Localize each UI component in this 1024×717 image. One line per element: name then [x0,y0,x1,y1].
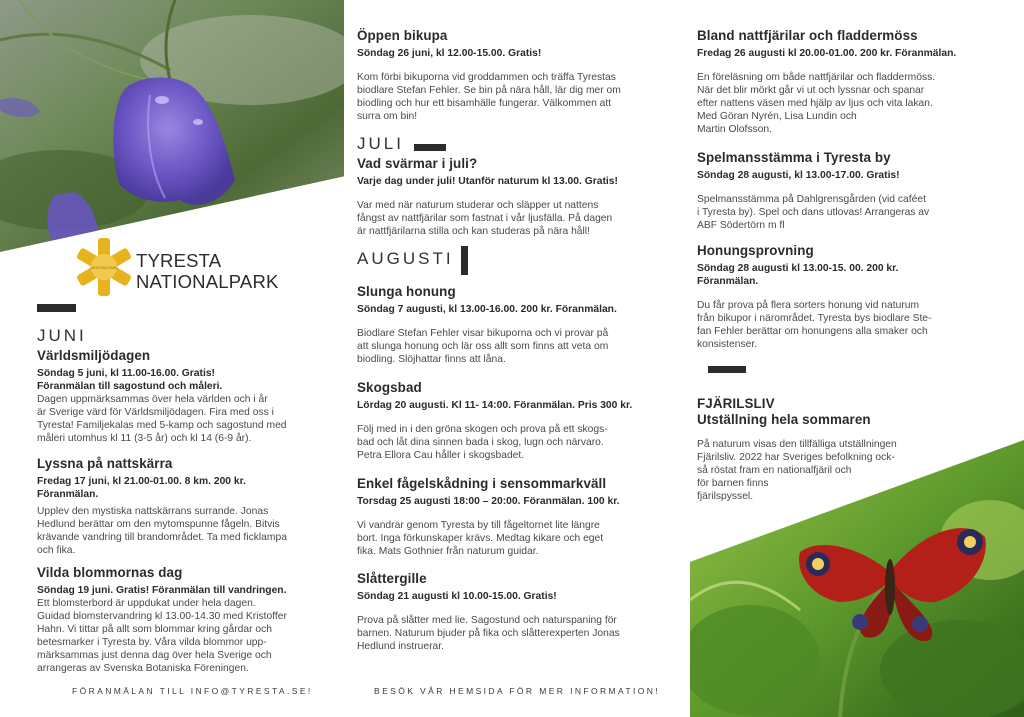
event-slattergille [357,571,677,653]
event-body: Spelmansstämma på Dahlgrensgården (vid caféet i Tyresta by). Spel och dans utlovas! Arrangeras av ABF Södertörn m fl [697,194,930,231]
event-title: Spelmansstämma i Tyresta by [697,150,891,165]
event-title: Lyssna på nattskärra [37,456,173,471]
footer-middle: BESÖK VÅR HEMSIDA FÖR MER INFORMATION! [374,686,661,696]
event-title: Slunga honung [357,284,456,299]
event-body: Biodlare Stefan Fehler visar bikuporna och vi provar på att slunga honung och lär oss allt som finns att veta om biodling. Slöjhattar finns att låna. [357,328,609,365]
juli-divider [414,144,446,151]
event-meta: Söndag 21 augusti kl 10.00-15.00. Gratis! [357,591,557,602]
event-fagel [357,476,677,558]
event-body: Dagen uppmärksammas över hela världen och i år är Sverige värd för Världsmiljödagen. Fira med oss i Tyresta! Familjekalas med 5-kamp och sagostund med måleri utomhus kl 11 (3-5 år) och kl 14 (6-9 år). [37,394,287,444]
bellflower-photo [0,0,344,252]
event-meta: Torsdag 25 augusti 18:00 – 20:00. Föranmälan. 100 kr. [357,496,620,507]
footer-left: FÖRANMÄLAN TILL INFO@TYRESTA.SE! [72,686,313,696]
event-title: Vilda blommornas dag [37,565,183,580]
event-meta: Söndag 7 augusti, kl 13.00-16.00. 200 kr. Föranmälan. [357,304,617,315]
juni-divider [37,304,76,312]
event-body: Kom förbi bikuporna vid groddammen och träffa Tyrestas biodlare Stefan Fehler. Se bin på nära håll, lär dig mer om biodling och hur ett bisamhälle fungerar. Välkommen att surra om bin! [357,72,621,122]
month-juni: JUNI [37,326,87,345]
event-body: Följ med in i den gröna skogen och prova på ett skogs- bad och låt dina sinnen bada i skog, lugn och närvaro. Petra Ellora Cau håller i skogsbadet. [357,424,608,461]
event-subtitle: Utställning hela sommaren [697,412,871,427]
event-meta: Söndag 5 juni, kl 11.00-16.00. Gratis! Föranmälan till sagostund och måleri. [37,368,223,392]
logo-seal-text: NATIONALPARK [90,266,118,270]
event-nattskarra [37,456,337,557]
event-title: Öppen bikupa [357,28,448,43]
event-title: FJÄRILSLIV [697,396,775,411]
event-bikupa [357,28,677,123]
event-blommor [37,565,337,675]
event-honung [357,284,677,366]
event-body: Var med när naturum studerar och släpper ut nattens fångst av nattfjärilar som fastnat i vår ljusfälla. På dagen är nattfjärilarna stilla och kan studeras på nära håll! [357,200,613,237]
event-varldsmiljodagen [37,348,337,445]
event-body: En föreläsning om både nattfjärilar och fladdermöss. När det blir mörkt går vi ut och lyssnar och spanar efter nattens väsen med hjälp av ljus och vita lakan. Med Göran Nyrén, Lisa Lundin och Martin Olofsson. [697,72,936,135]
event-meta: Varje dag under juli! Utanför naturum kl 13.00. Gratis! [357,176,618,187]
event-meta: Lördag 20 augusti. Kl 11- 14:00. Föranmälan. Pris 300 kr. [357,400,633,411]
fjarilsliv-divider [708,366,746,373]
event-spelman [697,150,1017,232]
event-skogsbad [357,380,677,462]
event-meta: Söndag 28 augusti kl 13.00-15. 00. 200 kr. Föranmälan. [697,263,899,287]
event-body: Vi vandrar genom Tyresta by till fågeltornet lite längre bort. Inga förkunskaper krävs. Medtag kikare och eget fika. Mats Gothnier från naturum guidar. [357,520,604,557]
event-nattfjarilar [697,28,1017,136]
month-augusti: AUGUSTI [357,249,454,268]
logo-line-2: NATIONALPARK [136,271,279,292]
logo-line-1: TYRESTA [136,250,222,271]
event-title: Bland nattfjärilar och fladdermöss [697,28,918,43]
event-meta: Söndag 28 augusti, kl 13.00-17.00. Gratis! [697,170,900,181]
augusti-divider [461,246,468,275]
event-meta: Fredag 26 augusti kl 20.00-01.00. 200 kr. Föranmälan. [697,48,957,59]
event-title: Skogsbad [357,380,422,395]
event-honungsprovning [697,243,1017,351]
event-title: Enkel fågelskådning i sensommarkväll [357,476,607,491]
event-title: Honungsprovning [697,243,814,258]
event-meta: Söndag 26 juni, kl 12.00-15.00. Gratis! [357,48,542,59]
event-meta: Söndag 19 juni. Gratis! Föranmälan till vandringen. [37,585,287,596]
event-body: Du får prova på flera sorters honung vid naturum från bikupor i närområdet. Tyresta bys biodlare Ste- fan Fehler berättar om honungens alla smaker och konsistenser. [697,300,932,350]
logo-wordmark [136,250,279,292]
event-body: Upplev den mystiska nattskärrans surrande. Jonas Hedlund berättar om den mytomspunne fågeln. Bitvis krävande vandring till brandområdet. Ta med ficklampa och fika. [37,506,287,556]
event-svarmar [357,156,677,238]
event-title: Vad svärmar i juli? [357,156,478,171]
event-body: Ett blomsterbord är uppdukat under hela dagen. Guidad blomstervandring kl 13.00-14.30 med Kristoffer Hahn. Vi tittar på allt som blommar kring gårdar och betesmarker i Tyresta by. Våra vilda blommor upp- märksammas just denna dag över hela Sverige och arrangeras av Svenska Botaniska Föreningen. [37,598,287,674]
event-meta: Fredag 17 juni, kl 21.00-01.00. 8 km. 200 kr. Föranmälan. [37,476,246,500]
event-body: Prova på slåtter med lie. Sagostund och naturspaning för barnen. Naturum bjuder på fika och slåtterexperten Jonas Hedlund instruerar. [357,615,620,652]
national-park-logo-icon [73,236,135,298]
event-title: Världsmiljödagen [37,348,151,363]
event-title: Slåttergille [357,571,427,586]
tyresta-logo [73,236,313,300]
month-juli: JULI [357,134,404,153]
event-body: På naturum visas den tillfälliga utställningen Fjärilsliv. 2022 har Sveriges befolkning ock- så röstat fram en nationalfjäril och för barnen finns fjärilspyssel. [697,439,897,502]
